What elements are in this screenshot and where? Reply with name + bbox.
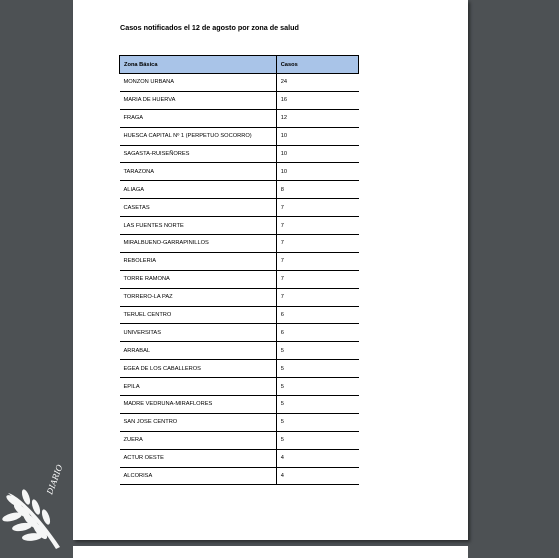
zona-cell: ARRABAL: [120, 342, 277, 360]
table-row: [120, 324, 359, 342]
table-row: [120, 235, 359, 253]
casos-cell: 7: [276, 217, 358, 235]
casos-cell: 7: [276, 288, 358, 306]
table-row: [120, 467, 359, 485]
table-row: [120, 91, 359, 109]
casos-cell: 10: [276, 127, 358, 145]
zona-cell: REBOLERIA: [120, 252, 277, 270]
table-row: [120, 449, 359, 467]
table-row: [120, 199, 359, 217]
casos-cell: 16: [276, 91, 358, 109]
zona-cell: EGEA DE LOS CABALLEROS: [120, 360, 277, 378]
zona-cell: TORRERO-LA PAZ: [120, 288, 277, 306]
table-row: [120, 306, 359, 324]
zona-cell: FRAGA: [120, 109, 277, 127]
table-row: [120, 74, 359, 92]
zona-cell: ZUERA: [120, 431, 277, 449]
column-header-zona: Zona Básica: [120, 56, 277, 74]
casos-cell: 10: [276, 163, 358, 181]
watermark-flower-icon: [78, 462, 108, 484]
table-body: [120, 74, 359, 485]
zona-cell: MADRE VEDRUNA-MIRAFLORES: [120, 396, 277, 414]
zona-cell: TARAZONA: [120, 163, 277, 181]
casos-cell: 5: [276, 342, 358, 360]
zona-cell: TERUEL CENTRO: [120, 306, 277, 324]
zona-cell: ACTUR OESTE: [120, 449, 277, 467]
zona-cell: ALIAGA: [120, 181, 277, 199]
zona-cell: ALCORISA: [120, 467, 277, 485]
table-row: [120, 109, 359, 127]
casos-cell: 5: [276, 413, 358, 431]
casos-cell: 7: [276, 235, 358, 253]
table-row: [120, 252, 359, 270]
casos-cell: 5: [276, 378, 358, 396]
watermark-text: DIARIO: [45, 463, 65, 496]
column-header-casos: Casos: [276, 56, 358, 74]
next-document-page: [73, 546, 468, 558]
casos-cell: 5: [276, 396, 358, 414]
casos-cell: 8: [276, 181, 358, 199]
casos-cell: 5: [276, 431, 358, 449]
table-row: [120, 181, 359, 199]
watermark-logo: [0, 455, 130, 555]
table-header-row: [120, 56, 359, 74]
casos-cell: 4: [276, 467, 358, 485]
table-row: [120, 431, 359, 449]
zona-cell: CASETAS: [120, 199, 277, 217]
zona-cell: HUESCA CAPITAL Nº 1 (PERPETUO SOCORRO): [120, 127, 277, 145]
table-row: [120, 396, 359, 414]
table-row: [120, 270, 359, 288]
laurel-wreath-logo-icon: [1, 488, 60, 549]
document-title: Casos notificados el 12 de agosto por zona de salud: [120, 23, 299, 32]
document-page: [73, 0, 468, 540]
zona-cell: LAS FUENTES NORTE: [120, 217, 277, 235]
casos-cell: 4: [276, 449, 358, 467]
zona-cell: MIRALBUENO-GARRAPINILLOS: [120, 235, 277, 253]
casos-cell: 7: [276, 199, 358, 217]
casos-cell: 7: [276, 252, 358, 270]
zona-cell: SAGASTA-RUISEÑORES: [120, 145, 277, 163]
table-row: [120, 163, 359, 181]
table-row: [120, 288, 359, 306]
zona-cell: SAN JOSE CENTRO: [120, 413, 277, 431]
zona-cell: UNIVERSITAS: [120, 324, 277, 342]
casos-cell: 6: [276, 324, 358, 342]
zona-cell: MONZON URBANA: [120, 74, 277, 92]
casos-cell: 24: [276, 74, 358, 92]
table-row: [120, 127, 359, 145]
table-row: [120, 413, 359, 431]
zona-cell: TORRE RAMONA: [120, 270, 277, 288]
casos-cell: 7: [276, 270, 358, 288]
zona-cell: MARIA DE HUERVA: [120, 91, 277, 109]
cases-table: [119, 55, 359, 485]
table-row: [120, 378, 359, 396]
casos-cell: 5: [276, 360, 358, 378]
zona-cell: EPILA: [120, 378, 277, 396]
table-row: [120, 342, 359, 360]
casos-cell: 6: [276, 306, 358, 324]
casos-cell: 10: [276, 145, 358, 163]
table-row: [120, 360, 359, 378]
table-row: [120, 217, 359, 235]
table-row: [120, 145, 359, 163]
casos-cell: 12: [276, 109, 358, 127]
